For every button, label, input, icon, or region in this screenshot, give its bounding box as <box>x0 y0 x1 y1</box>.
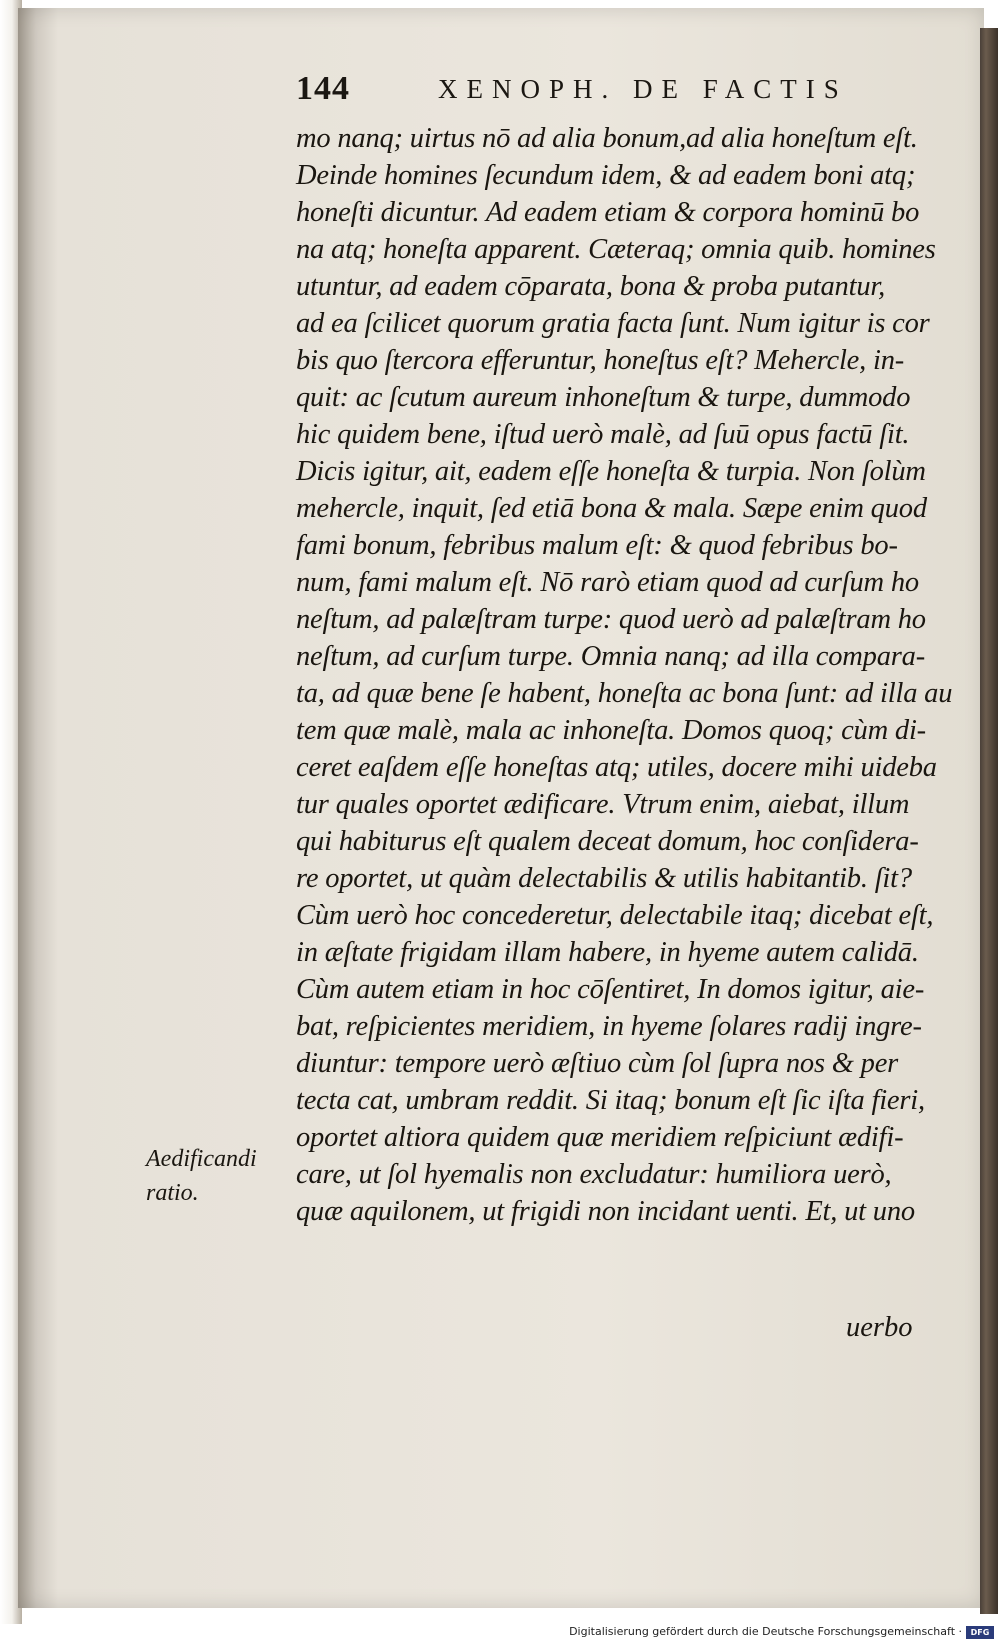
text-line: mo nanq; uirtus nō ad alia bonum,ad alia honeſtum eſt. <box>296 123 918 154</box>
text-line: re oportet, ut quàm delectabilis & utilis habitantib. ſit? <box>296 863 912 894</box>
text-line: diuntur: tempore uerò æſtiuo cùm ſol ſupra nos & per <box>296 1048 899 1079</box>
text-line: bis quo ſtercora efferuntur, honeſtus eſt? Mehercle, in- <box>296 345 905 376</box>
text-line: mehercle, inquit, ſed etiā bona & mala. Sæpe enim quod <box>296 493 927 524</box>
text-line: in æſtate frigidam illam habere, in hyeme autem calidā. <box>296 937 919 968</box>
body-text <box>296 120 956 1230</box>
text-line: oportet altiora quidem quæ meridiem reſpiciunt ædifi- <box>296 1122 904 1153</box>
dfg-logo: DFG <box>966 1626 994 1639</box>
funding-credit: Digitalisierung gefördert durch die Deutsche Forschungsgemeinschaft · <box>569 1625 962 1638</box>
page-header <box>296 70 936 114</box>
marginal-note-line: Aedificandi <box>146 1146 257 1172</box>
text-line: ad ea ſcilicet quorum gratia facta ſunt. Num igitur is cor <box>296 308 930 339</box>
page-edge-right <box>980 28 998 1614</box>
text-line: ta, ad quæ bene ſe habent, honeſta ac bona ſunt: ad illa au <box>296 678 953 709</box>
text-line: Cùm uerò hoc concederetur, delectabile itaq; dicebat eſt, <box>296 900 934 931</box>
text-line: tem quæ malè, mala ac inhoneſta. Domos quoq; cùm di- <box>296 715 926 746</box>
text-line: na atq; honeſta apparent. Cæteraq; omnia quib. homines <box>296 234 936 265</box>
text-line: quæ aquilonem, ut frigidi non incidant uenti. Et, ut uno <box>296 1196 915 1227</box>
text-line: fami bonum, febribus malum eſt: & quod febribus bo- <box>296 530 898 561</box>
text-line: Dicis igitur, ait, eadem eſſe honeſta & turpia. Non ſolùm <box>296 456 926 487</box>
text-line: qui habiturus eſt qualem deceat domum, hoc conſidera- <box>296 826 919 857</box>
text-line: bat, reſpicientes meridiem, in hyeme ſolares radij ingre- <box>296 1011 922 1042</box>
text-line: num, fami malum eſt. Nō rarò etiam quod ad curſum ho <box>296 567 919 598</box>
text-line: neſtum, ad palæſtram turpe: quod uerò ad palæſtram ho <box>296 604 926 635</box>
text-line: utuntur, ad eadem cōparata, bona & proba putantur, <box>296 271 886 302</box>
running-head: XENOPH. DE FACTIS <box>438 74 848 104</box>
text-line: care, ut ſol hyemalis non excludatur: humiliora uerò, <box>296 1159 892 1190</box>
text-line: quit: ac ſcutum aureum inhoneſtum & turpe, dummodo <box>296 382 911 413</box>
text-line: ceret eaſdem eſſe honeſtas atq; utiles, docere mihi uideba <box>296 752 937 783</box>
text-line: neſtum, ad curſum turpe. Omnia nanq; ad illa compara- <box>296 641 926 672</box>
text-line: Deinde homines ſecundum idem, & ad eadem boni atq; <box>296 160 916 191</box>
footer-bar <box>0 1624 1000 1642</box>
text-line: hic quidem bene, iſtud uerò malè, ad ſuū opus factū ſit. <box>296 419 910 450</box>
text-line: honeſti dicuntur. Ad eadem etiam & corpora hominū bo <box>296 197 920 228</box>
marginal-note <box>146 1142 257 1210</box>
text-line: Cùm autem etiam in hoc cōſentiret, In domos igitur, aie- <box>296 974 925 1005</box>
page-number: 144 <box>296 70 350 107</box>
marginal-note-line: ratio. <box>146 1180 199 1206</box>
text-line: tur quales oportet ædificare. Vtrum enim, aiebat, illum <box>296 789 910 820</box>
catchword: uerbo <box>846 1312 913 1343</box>
text-line: tecta cat, umbram reddit. Si itaq; bonum eſt ſic iſta fieri, <box>296 1085 925 1116</box>
